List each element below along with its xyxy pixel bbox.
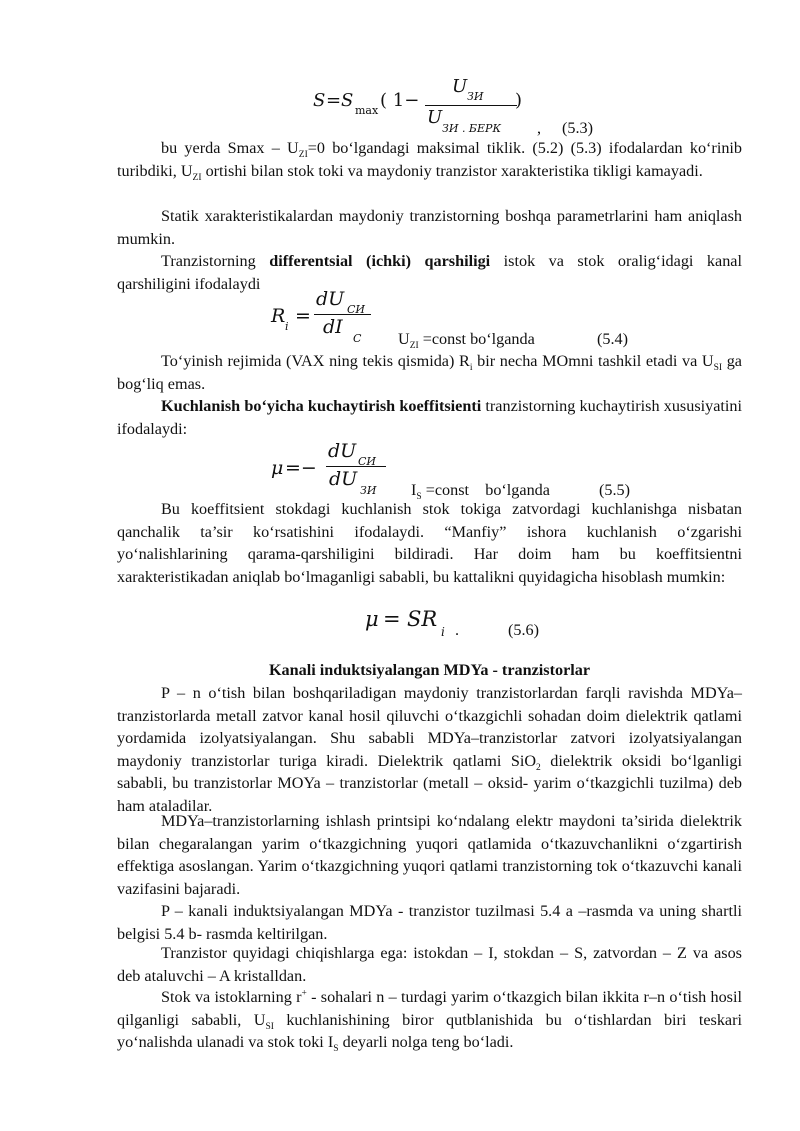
eq53-denominator: U: [427, 107, 443, 128]
eq53-comma: ,: [537, 119, 542, 137]
eq55-lhs: μ: [271, 457, 284, 479]
eq53-paren-close: ): [515, 90, 523, 111]
eq54-lhs-sub: i: [285, 320, 289, 333]
eq53-numerator: U: [452, 76, 468, 97]
paragraph-3: Tranzistorning differentsial (ichki) qarshiligi istok va stok oralig‘idagi kanal qarshiligini ifodalaydi: [117, 252, 742, 293]
eq55-numerator: dU: [328, 440, 357, 462]
section-heading: Kanali induktsiyalangan MDYa - tranzistorlar: [268, 661, 591, 679]
eq54-denominator: dI: [323, 316, 343, 338]
eq56-equals: =: [383, 607, 401, 631]
eq55-numerator-sub: СИ: [358, 455, 377, 468]
paragraph-1: bu yerda $Smax - U_{ZI}=0$ bo‘lgandagi maksimal tiklik. (5.2) (5.3) ifodalardan ko‘rinib turibdiki, $U_{ZI}$ ortishi bilan stok toki va maydoniy tranzistor xarakteristika tikligi kamayadi.: [117, 139, 743, 183]
eq53-paren-open: ( 1−: [380, 90, 420, 111]
eq55-equals: =−: [285, 457, 317, 479]
eq54-fraction-bar: [314, 314, 371, 315]
eq54-condition: $U_{ZI}$ =const bo‘lganda: [398, 330, 535, 352]
eq53-lhs: S: [313, 90, 326, 111]
eq53-denominator-sub: ЗИ . БЕРК: [442, 122, 501, 135]
paragraph-5: Kuchlanish bo‘yicha kuchaytirish koeffitsienti tranzistorning kuchaytirish xususiyatini ifodalaydi:: [117, 397, 742, 438]
paragraph-9: P – kanali induktsiyalangan MDYa - tranzistor tuzilmasi 5.4 a –rasmda va uning shartli belgisi 5.4 b- rasmda keltirilgan.: [117, 902, 742, 943]
paragraph-6: Bu koeffitsient stokdagi kuchlanish stok tokiga zatvordagi kuchlanishga nisbatan qanchalik ta’sir ko‘rsatishini ifodalaydi. “Manfiy” ishora kuchlanish o‘zgarishi yo‘nalishlarining qarama-qarshiligini bildiradi. Har doim ham bu koeffitsientni xarakteristikadan aniqlab bo‘lmaganligi sababli, bu kattalikni quyidagicha hisoblash mumkin:: [117, 500, 742, 586]
eq54-lhs: R: [271, 305, 286, 327]
eq54-numerator-sub: СИ: [347, 303, 366, 316]
eq55-fraction-bar: [326, 466, 386, 467]
paragraph-7: P – n o‘tish bilan boshqariladigan maydoniy tranzistorlardan farqli ravishda MDYa–tranzistorlarda metall zatvor kanal hosil qiluvchi o‘tkazgichli sohadan doim dielektrik qatlami yordamida izolyatsiyalangan. Shu sababli MDYa–tranzistorlar zatvori izolyatsiyalangan maydoniy tranzistorlar turiga kiradi. Dielektrik qatlami SiO$_2$ dielektrik oksidi bo‘lganligi sababli, bu tranzistorlar MOYa – tranzistorlar (metall – oksid- yarim o‘tkazgichli tuzilma) deb ham ataladilar.: [117, 684, 742, 815]
eq56-dot: .: [455, 621, 460, 639]
paragraph-11: Stok va istoklarning r+ - sohalari n – turdagi yarim o‘tkazgich bilan ikkita r–n o‘tish hosil qilganligi sababli, $U_{SI}$ kuchlanishining biror qutblanishida bu o‘tishlardan biri teskari yo‘nalishda ulanadi va stok toki $I_S$ deyarli nolga teng bo‘ladi.: [117, 988, 742, 1055]
eq56-rhs-sub: i: [441, 625, 445, 639]
eq53-smax: S: [341, 90, 354, 111]
eq56-rhs: SR: [407, 607, 438, 631]
paragraph-4: To‘yinish rejimida (VAX ning tekis qismida) $R_i$ bir necha MOmni tashkil etadi va $U_{SI}$ ga bog‘liq emas.: [117, 352, 742, 393]
eq55-denominator: dU: [329, 468, 358, 490]
eq53-numerator-sub: ЗИ: [467, 90, 484, 103]
eq54-denominator-sub: C: [353, 332, 362, 345]
eq55-number: (5.5): [599, 481, 631, 499]
eq54-number: (5.4): [597, 330, 629, 348]
eq53-smax-sub: max: [355, 104, 379, 117]
eq53-equals: =: [326, 90, 342, 111]
eq54-equals: =: [295, 305, 311, 327]
paragraph-8: MDYa–tranzistorlarning ishlash printsipi ko‘ndalang elektr maydoni ta’sirida dielektrik bilan chegaralangan yarim o‘tkazgichning yuqori qatlamida o‘tkazuvchanlikni o‘zgartirish effektiga asoslangan. Yarim o‘tkazgichning yuqori qatlami tranzistorning tok o‘tkazuvchi kanali vazifasini bajaradi.: [117, 812, 742, 898]
eq56-lhs: μ: [365, 607, 379, 631]
eq56-number: (5.6): [508, 621, 540, 639]
eq55-condition: $I_S$ =const bo‘lganda: [411, 481, 550, 503]
eq54-numerator: dU: [316, 288, 345, 310]
paragraph-2: Statik xarakteristikalardan maydoniy tranzistorning boshqa parametrlarini ham aniqlash mumkin.: [117, 207, 742, 248]
eq53-number: (5.3): [562, 119, 594, 137]
eq55-denominator-sub: ЗИ: [360, 484, 377, 497]
eq53-fraction-bar: [425, 105, 517, 106]
paragraph-10: Tranzistor quyidagi chiqishlarga ega: istokdan – I, stokdan – S, zatvordan – Z va asos deb ataluvchi – A kristalldan.: [117, 944, 742, 985]
document-page: [117, 0, 742, 1131]
